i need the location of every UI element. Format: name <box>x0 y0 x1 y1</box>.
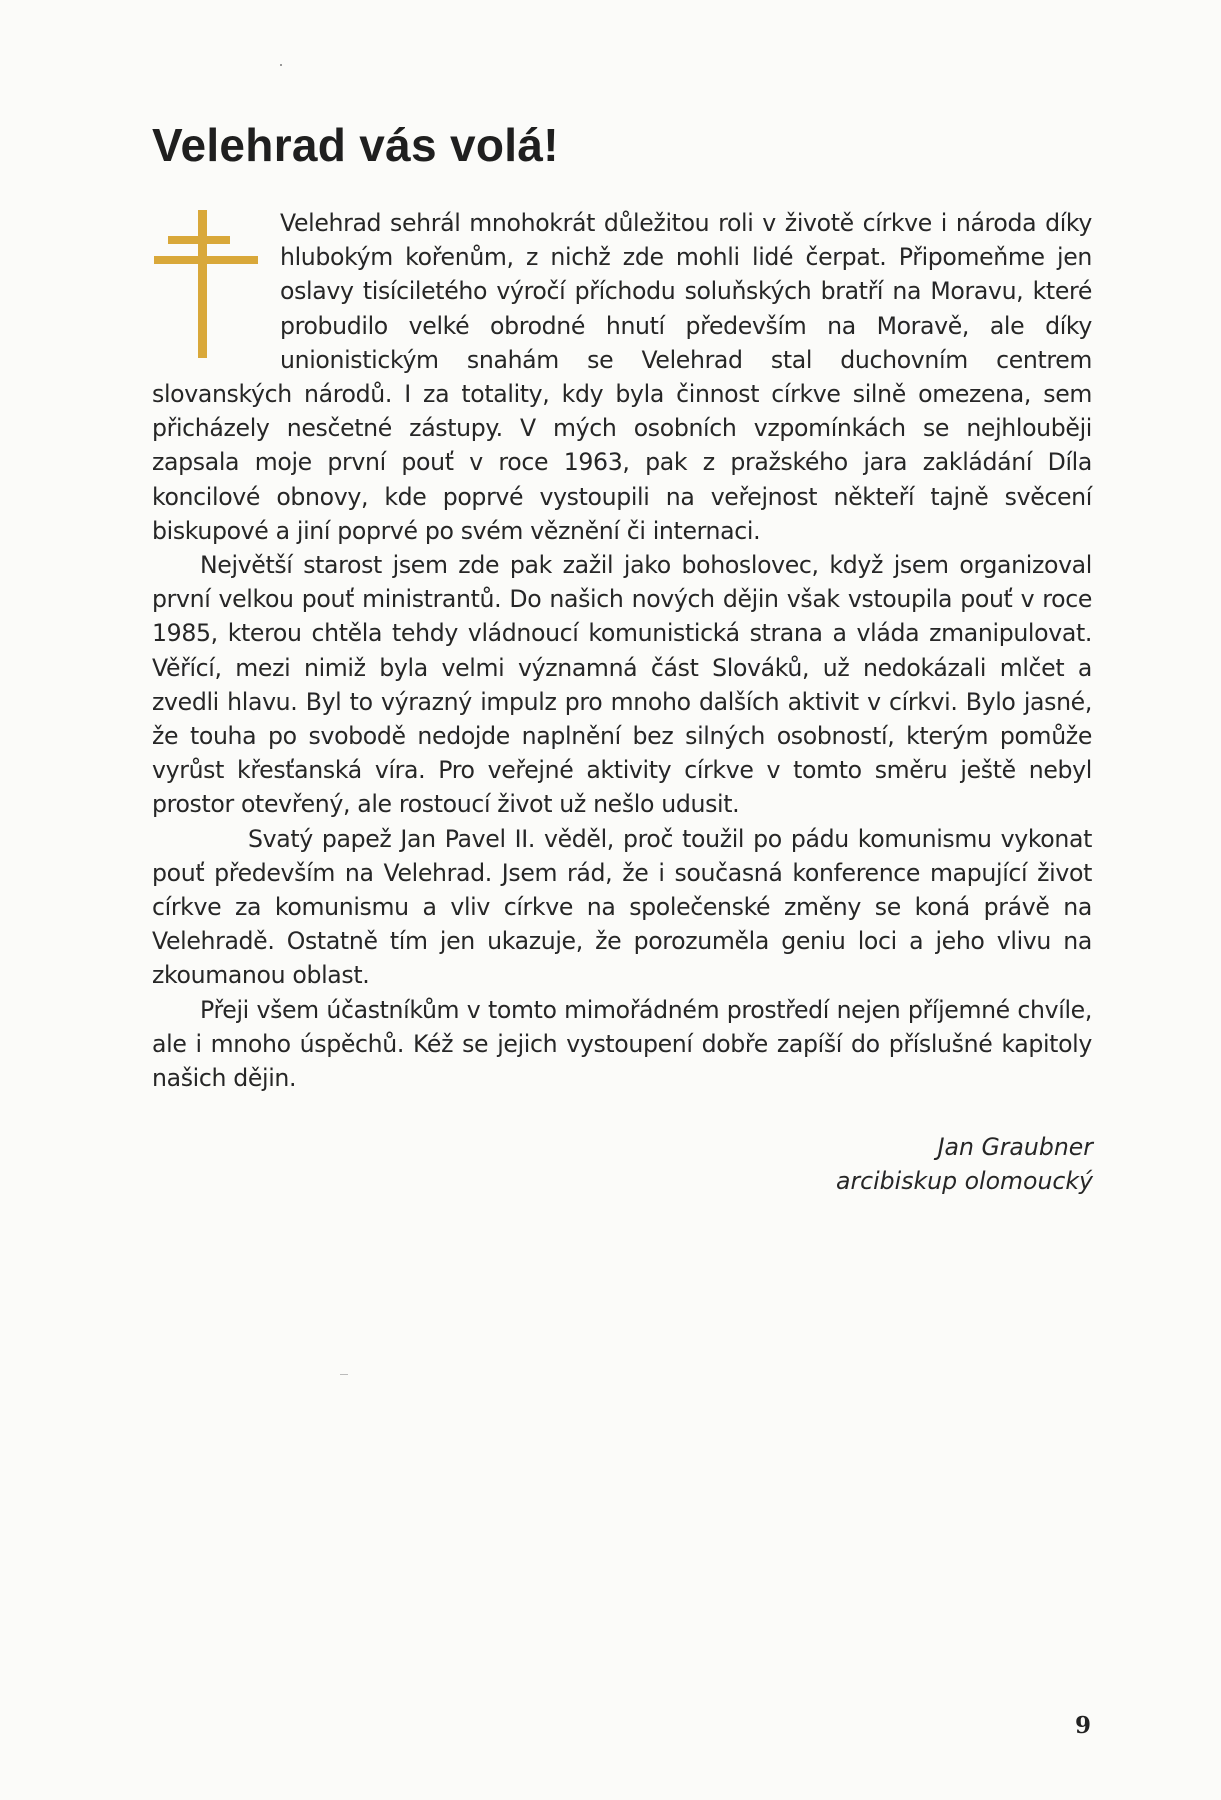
scan-speck <box>340 1374 348 1375</box>
page-number: 9 <box>1074 1712 1091 1739</box>
signature <box>836 1130 1093 1198</box>
paragraph-1: Velehrad sehrál mnohokrát důležitou roli v životě církve i národa díky hlubokým kořenům, z nichž zde mohli lidé čerpat. Připomeňme jen oslavy tisíciletého výročí příchodu soluňských bratří na Moravu, které probudilo velké obrodné hnutí především na Moravě, ale díky unionistickým snahám se Velehrad stal duchovním centrem slovanských národů. I za totality, kdy byla činnost církve silně omezena, sem přicházely nesčetné zástupy. V mých osobních vzpomínkách se nejhlouběji zapsala moje první pouť v roce 1963, pak z pražského jara zakládání Díla koncilové obnovy, kde poprvé vystoupili na veřejnost někteří tajně svěcení biskupové a jiní poprvé po svém věznění či internaci. <box>152 209 1092 545</box>
page-title: Velehrad vás volá! <box>152 119 559 171</box>
body-text <box>152 206 1092 1095</box>
paragraph-3: Svatý papež Jan Pavel II. věděl, proč toužil po pádu komunismu vykonat pouť především na Velehrad. Jsem rád, že i současná konference mapující život církve za komunismu a vliv církve na společenské změny se koná právě na Velehradě. Ostatně tím jen ukazuje, že porozuměla geniu loci a jeho vlivu na zkoumanou oblast. <box>152 824 1092 990</box>
signature-name: Jan Graubner <box>937 1133 1093 1161</box>
signature-role: arcibiskup olomoucký <box>836 1167 1093 1195</box>
scan-speck <box>280 64 282 66</box>
paragraph-2: Největší starost jsem zde pak zažil jako bohoslovec, když jsem organizoval první velkou pouť ministrantů. Do našich nových dějin však vstoupila pouť v roce 1985, kterou chtěla tehdy vládnoucí komunistická strana a vláda zmanipulovat. Věřící, mezi nimiž byla velmi významná část Slováků, už nedokázali mlčet a zvedli hlavu. Byl to výrazný impulz pro mnoho dalších aktivit v církvi. Bylo jasné, že touha po svobodě nedojde naplnění bez silných osobností, kterým pomůže vyrůst křesťanská víra. Pro veřejné aktivity církve v tomto směru ještě nebyl prostor otevřený, ale rostoucí život už nešlo udusit. <box>152 551 1092 819</box>
patriarchal-cross-icon <box>152 210 260 375</box>
paragraph-4: Přeji všem účastníkům v tomto mimořádném prostředí nejen příjemné chvíle, ale i mnoho úspěchů. Kéž se jejich vystoupení dobře zapíší do příslušné kapitoly našich dějin. <box>152 995 1092 1093</box>
